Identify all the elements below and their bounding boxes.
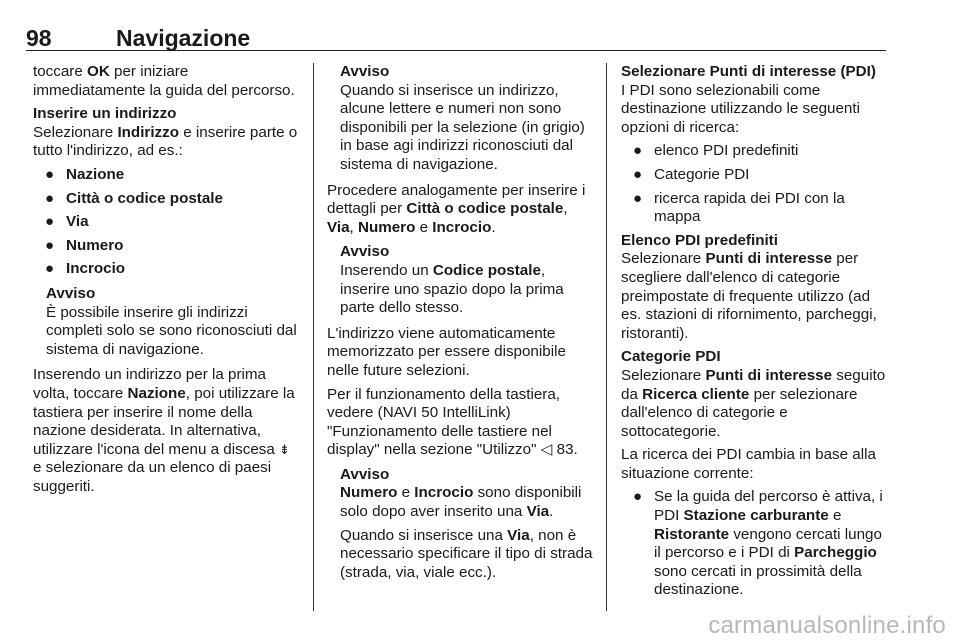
header-rule — [26, 50, 886, 51]
page-title: Navigazione — [116, 25, 251, 51]
list-item: ● Numero — [45, 236, 124, 254]
note-text: Inserendo un Codice postale, inserire uno spazio dopo la prima parte dello stesso. — [340, 261, 564, 317]
note-title: Avviso — [46, 284, 96, 302]
page-header — [26, 26, 886, 52]
column-2 — [327, 63, 595, 589]
poi-search-list — [621, 488, 891, 600]
note-text: Quando si inserisce una Via, non è necessario specificare il tipo di strada (strada, via, viale ecc.). — [340, 526, 593, 581]
list-item: ● Nazione — [45, 165, 125, 183]
column-1 — [33, 63, 299, 501]
section-heading-poi: Selezionare Punti di interesse (PDI) — [621, 63, 876, 80]
ok-term: OK — [87, 63, 110, 80]
list-item: ● Incrocio — [45, 260, 126, 278]
section-text-categories: Selezionare Punti di interesse seguito da Ricerca cliente per selezionare dall'elenco di categorie e sottocategorie. — [621, 366, 886, 440]
intro-paragraph: toccare OK per iniziare immediatamente la guida del percorso. — [33, 63, 295, 99]
list-item: ● Categorie PDI — [633, 165, 750, 183]
section-text-predefined: Selezionare Punti di interesse per scegliere dall'elenco di categorie preimpostate di frequente utilizzo (ad es. stazioni di rifornimento, parcheggi, ristoranti). — [621, 250, 877, 342]
bullet-icon: ● — [633, 165, 643, 183]
list-item: ● elenco PDI predefiniti — [633, 142, 799, 160]
section-heading-predefined: Elenco PDI predefiniti — [621, 231, 778, 249]
bullet-icon: ● — [45, 189, 55, 207]
bullet-icon: ● — [633, 142, 643, 160]
note-text: Quando si inserisce un indirizzo, alcune lettere e numeri non sono disponibili per la selezione (in grigio) in base agi indirizzi riconosciuti dal sistema di navigazione. — [340, 81, 585, 173]
page-reference-icon: ◁ — [540, 441, 553, 459]
bullet-icon: ● — [45, 165, 55, 183]
note-text: Numero e Incrocio sono disponibili solo dopo aver inserito una Via. — [340, 484, 582, 521]
section-heading-categories: Categorie PDI — [621, 348, 721, 366]
note-title: Avviso — [340, 465, 390, 483]
page-number: 98 — [26, 25, 52, 51]
paragraph-details: Procedere analogamente per inserire i dettagli per Città o codice postale, Via, Numero e Incrocio. — [327, 181, 586, 236]
paragraph-memorized: L'indirizzo viene automaticamente memorizzato per essere disponibile nelle future selezioni. — [327, 324, 566, 379]
bullet-icon: ● — [633, 488, 643, 506]
bullet-icon: ● — [45, 236, 55, 254]
section-text-address: Selezionare Indirizzo e inserire parte o tutto l'indirizzo, ad es.: — [33, 123, 298, 160]
note-text: È possibile inserire gli indirizzi completi solo se sono riconosciuti dal sistema di navigazione. — [46, 303, 297, 358]
section-heading-address: Inserire un indirizzo — [33, 105, 177, 123]
list-item: ● Città o codice postale — [45, 189, 223, 207]
bullet-icon: ● — [45, 260, 55, 278]
list-item: ● Se la guida del percorso è attiva, i PDI Stazione carburante e Ristorante vengono cercati lungo il percorso e i PDI di Parcheggio sono cercati in prossimità della destinazione. — [633, 488, 883, 599]
note-box — [33, 285, 299, 359]
note-box — [327, 63, 595, 175]
column-divider-1 — [313, 63, 314, 611]
paragraph-keyboard: Per il funzionamento della tastiera, vedere (NAVI 50 IntelliLink) "Funzionamento delle tastiere nel display" nella sezione "Utilizzo" ◁ 83. — [327, 385, 578, 459]
dropdown-menu-icon: ⇟ — [279, 441, 290, 457]
note-box — [327, 243, 595, 317]
list-item: ● Via — [45, 213, 89, 231]
column-3 — [621, 63, 891, 605]
column-divider-2 — [606, 63, 607, 611]
address-fields-list — [33, 166, 299, 279]
watermark: carmanualsonline.info — [708, 612, 946, 639]
list-item: ● ricerca rapida dei PDI con la mappa — [633, 189, 845, 226]
note-title: Avviso — [340, 243, 390, 261]
section-text-poi: I PDI sono selezionabili come destinazione utilizzando le seguenti opzioni di ricerca: — [621, 81, 860, 136]
poi-options-list — [621, 142, 891, 226]
paragraph-country: Inserendo un indirizzo per la prima volta, toccare Nazione, poi utilizzare la tastiera per inserire il nome della nazione desiderata. In alternativa, utilizzare l'icona del menu a discesa ⇟ e selezionare da un elenco di paesi suggeriti. — [33, 366, 295, 495]
note-title: Avviso — [340, 63, 390, 80]
bullet-icon: ● — [45, 213, 55, 231]
note-box — [327, 466, 595, 583]
paragraph-poi-search: La ricerca dei PDI cambia in base alla situazione corrente: — [621, 446, 876, 482]
bullet-icon: ● — [633, 189, 643, 207]
